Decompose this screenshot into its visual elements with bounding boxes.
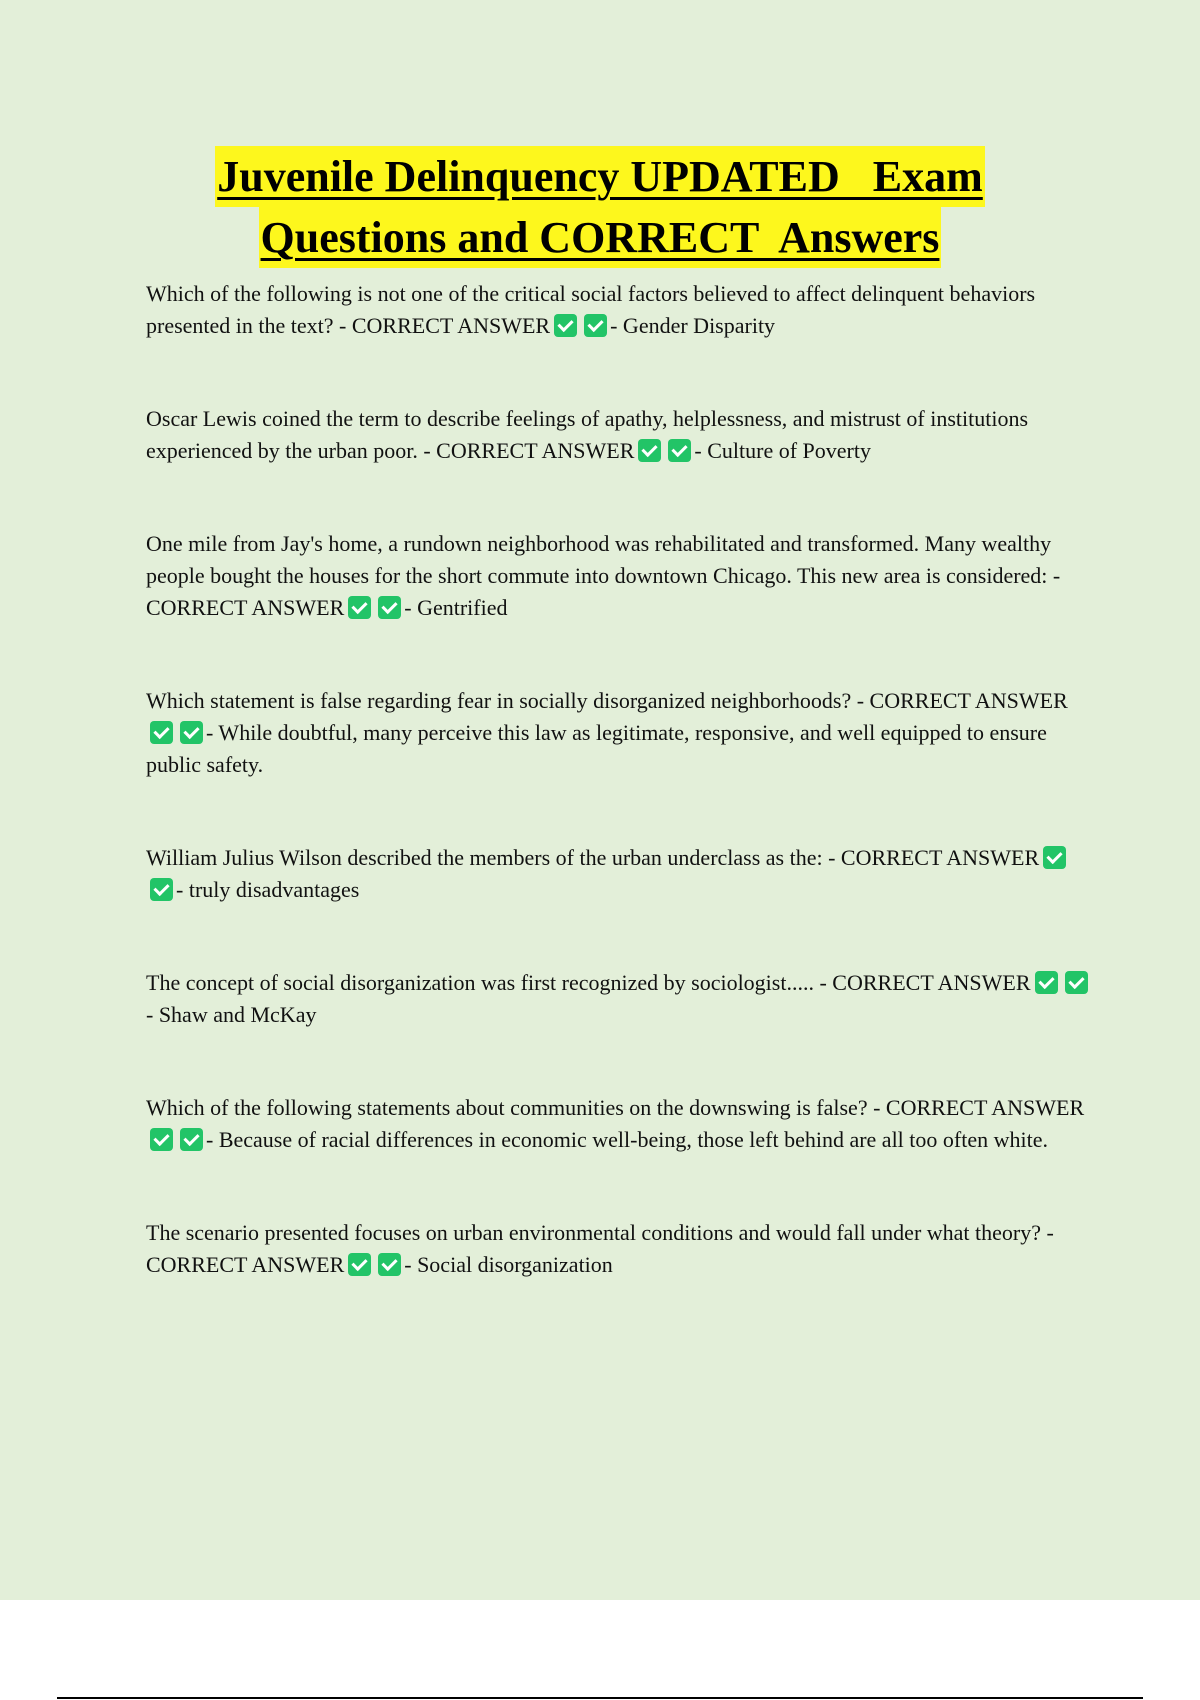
qa-item: [146, 528, 1094, 624]
check-mark-icon: [668, 439, 691, 462]
answer-marker: - CORRECT ANSWER: [339, 313, 551, 338]
answer-text: - Gentrified: [404, 595, 508, 620]
footer-divider: [57, 1697, 1143, 1699]
question-text: Which of the following statements about communities on the downswing is false?: [146, 1095, 868, 1120]
answer-text: - Because of racial differences in economic well-being, those left behind are all too often white.: [206, 1127, 1048, 1152]
question-text: William Julius Wilson described the members of the urban underclass as the:: [146, 845, 823, 870]
answer-marker: - CORRECT ANSWER: [146, 1220, 1054, 1277]
document-title: [0, 146, 1200, 268]
check-mark-icon: [150, 1128, 173, 1151]
check-mark-icon: [638, 439, 661, 462]
answer-text: - Social disorganization: [404, 1252, 613, 1277]
check-mark-icon: [378, 596, 401, 619]
answer-marker: - CORRECT ANSWER: [873, 1095, 1085, 1120]
answer-marker: - CORRECT ANSWER: [146, 563, 1061, 620]
check-mark-icon: [1065, 971, 1088, 994]
qa-item: [146, 278, 1094, 342]
question-text: The scenario presented focuses on urban environmental conditions and would fall under what theory?: [146, 1220, 1041, 1245]
title-line-1: Juvenile Delinquency UPDATED Exam: [215, 146, 985, 207]
qa-item: [146, 1092, 1094, 1156]
check-mark-icon: [348, 596, 371, 619]
question-answer-list: [146, 278, 1094, 1342]
check-mark-icon: [150, 721, 173, 744]
qa-item: [146, 685, 1094, 781]
answer-marker: - CORRECT ANSWER: [856, 688, 1068, 713]
check-mark-icon: [584, 314, 607, 337]
qa-item: [146, 967, 1094, 1031]
answer-marker: - CORRECT ANSWER: [828, 845, 1040, 870]
title-line-2: Questions and CORRECT Answers: [259, 207, 942, 268]
question-text: Which of the following is not one of the critical social factors believed to affect delinquent behaviors presented in the text?: [146, 281, 1036, 338]
question-text: Which statement is false regarding fear in socially disorganized neighborhoods?: [146, 688, 852, 713]
qa-item: [146, 403, 1094, 467]
answer-text: - While doubtful, many perceive this law as legitimate, responsive, and well equipped to ensure public safety.: [146, 720, 1047, 777]
answer-text: - Gender Disparity: [610, 313, 776, 338]
answer-marker: - CORRECT ANSWER: [423, 438, 635, 463]
check-mark-icon: [1043, 846, 1066, 869]
answer-text: - Culture of Poverty: [694, 438, 871, 463]
qa-item: [146, 1217, 1094, 1281]
question-text: One mile from Jay's home, a rundown neighborhood was rehabilitated and transformed. Many wealthy people bought the houses for the short commute into downtown Chicago. This new area is considered:: [146, 531, 1052, 588]
check-mark-icon: [150, 878, 173, 901]
check-mark-icon: [378, 1253, 401, 1276]
check-mark-icon: [554, 314, 577, 337]
question-text: Oscar Lewis coined the term to describe feelings of apathy, helplessness, and mistrust of institutions experienced by the urban poor.: [146, 406, 1029, 463]
check-mark-icon: [348, 1253, 371, 1276]
check-mark-icon: [180, 1128, 203, 1151]
question-text: The concept of social disorganization was first recognized by sociologist.....: [146, 970, 814, 995]
answer-marker: - CORRECT ANSWER: [819, 970, 1031, 995]
answer-text: - Shaw and McKay: [146, 1002, 317, 1027]
qa-item: [146, 842, 1094, 906]
check-mark-icon: [1035, 971, 1058, 994]
answer-text: - truly disadvantages: [176, 877, 360, 902]
check-mark-icon: [180, 721, 203, 744]
